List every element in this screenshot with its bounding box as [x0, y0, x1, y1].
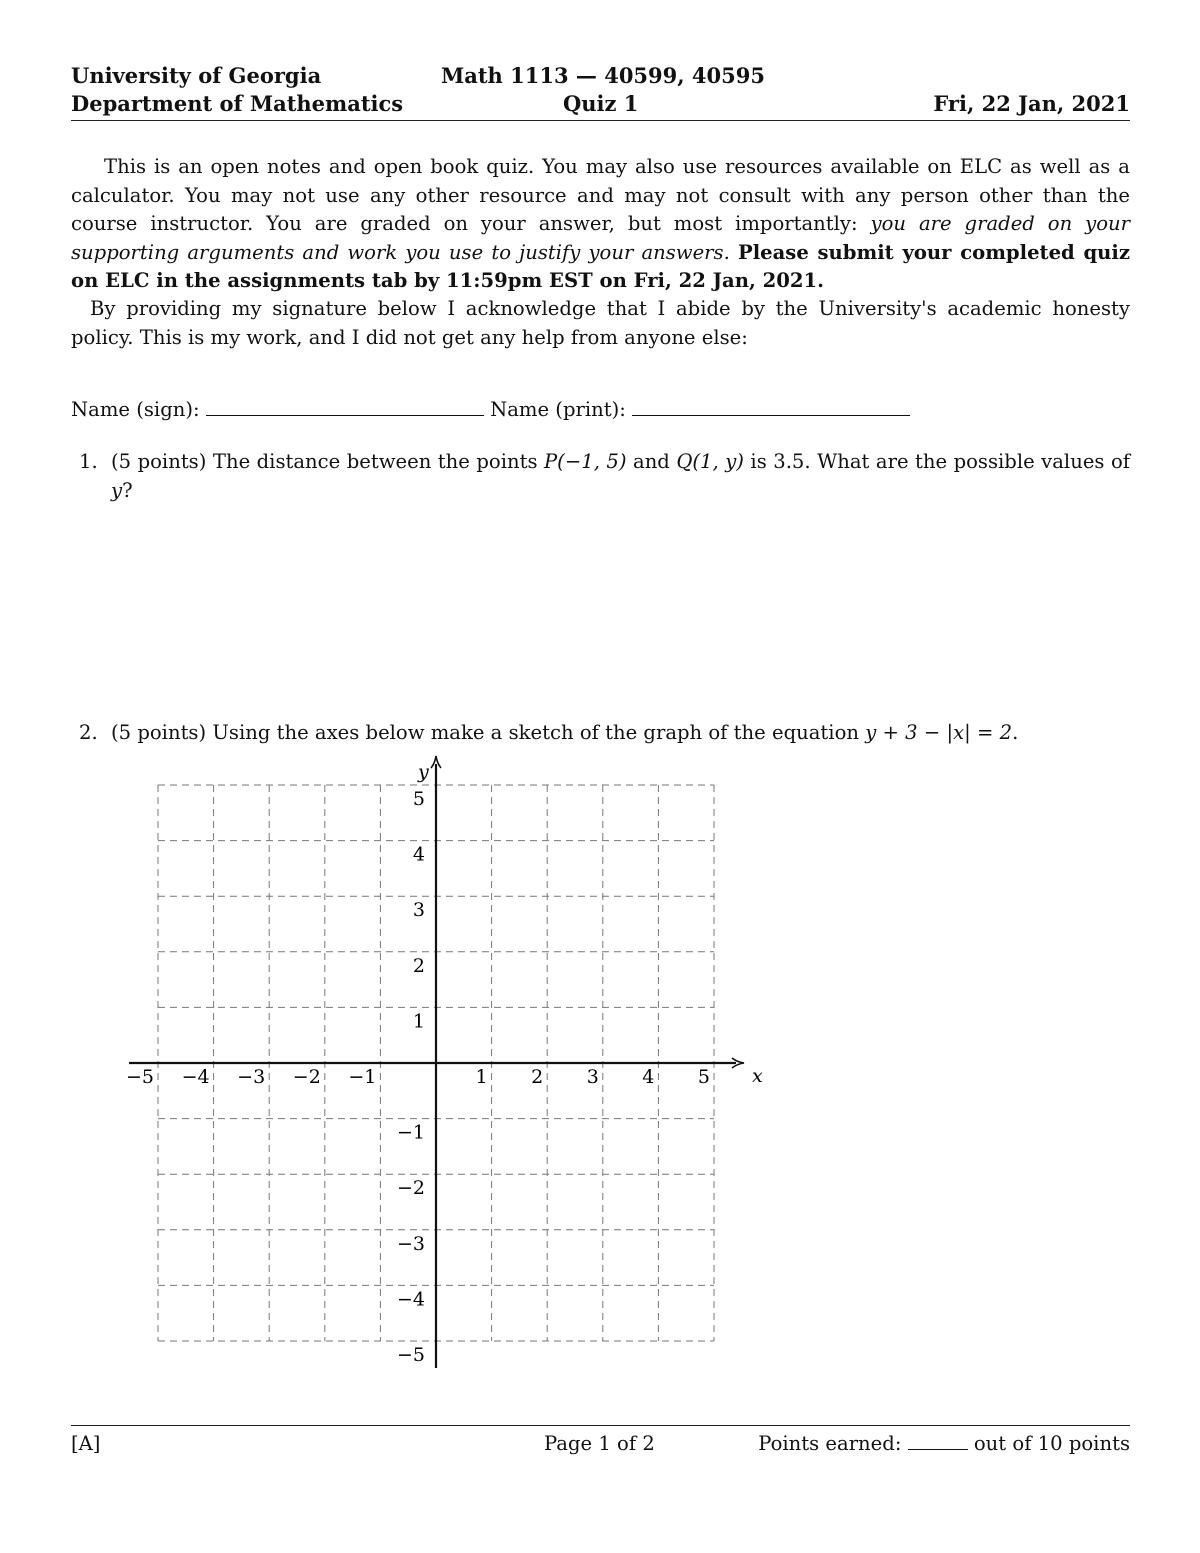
y-tick-label: 3 [412, 899, 425, 922]
y-tick-labels [397, 788, 425, 1366]
submission-notice: Please submit your completed quiz on ELC in the assignments tab by 11:59pm EST on Fri, 22 Jan, 2021. [71, 240, 1130, 292]
x-tick-labels [126, 1066, 710, 1088]
y-axis-label: y [418, 761, 429, 783]
x-tick-label: 5 [697, 1066, 710, 1088]
y-tick-label: −2 [396, 1177, 425, 1200]
x-tick-label: −4 [181, 1066, 210, 1088]
question-points: (5 points) [111, 721, 207, 744]
x-tick-label: −1 [348, 1066, 377, 1088]
name-print-label: Name (print): [490, 398, 626, 421]
x-tick-label: 1 [475, 1066, 488, 1088]
question-number: 1. [79, 450, 98, 473]
y-tick-label: 1 [412, 1010, 425, 1033]
equation: y + 3 − |x| = 2 [865, 721, 1013, 744]
question-points: (5 points) [111, 450, 207, 473]
honesty-text: By providing my signature below I acknowledge that I abide by the University's academic honesty policy. This is my work, and I did not get any help from anyone else: [71, 297, 1130, 349]
grid-lines [158, 785, 714, 1341]
university-name: University of Georgia [71, 63, 322, 88]
name-sign-label: Name (sign): [71, 398, 200, 421]
question-text: . [1012, 721, 1019, 744]
name-fields [71, 398, 910, 421]
course-title: Math 1113 — 40599, 40595 [441, 63, 765, 88]
y-tick-label: −5 [396, 1344, 425, 1366]
x-tick-label: 3 [586, 1066, 599, 1088]
x-axis-label: x [752, 1065, 763, 1087]
y-tick-label: −1 [396, 1121, 425, 1144]
honesty-paragraph [71, 295, 1130, 352]
y-tick-label: −4 [396, 1288, 425, 1311]
x-tick-label: 2 [531, 1066, 544, 1088]
question-text: ? [122, 478, 133, 502]
y-tick-label: 5 [412, 788, 425, 810]
points-earned-label: Points earned: [758, 1432, 902, 1455]
y-tick-label: −3 [396, 1232, 425, 1255]
question-text: Using the axes below make a sketch of the graph of the equation [212, 721, 866, 744]
page-number: Page 1 of 2 [544, 1432, 655, 1455]
instructions-paragraph [71, 153, 1130, 296]
question-2 [71, 719, 1130, 748]
variable-y: y [111, 478, 123, 502]
x-tick-label: 4 [642, 1066, 655, 1088]
header-rule [71, 120, 1130, 121]
points-out-of: out of 10 points [973, 1432, 1130, 1455]
quiz-date: Fri, 22 Jan, 2021 [933, 91, 1130, 116]
question-text: The distance between the points [212, 450, 544, 473]
question-1 [71, 448, 1130, 505]
name-print-line[interactable] [632, 401, 910, 416]
x-axis-arrow-icon [732, 1058, 744, 1068]
y-tick-label: 4 [412, 843, 425, 866]
points-earned-blank[interactable] [908, 1435, 968, 1450]
footer-rule [71, 1425, 1130, 1426]
y-axis-arrow-icon [431, 756, 441, 768]
x-tick-label: −3 [237, 1066, 266, 1088]
x-tick-label: −2 [292, 1066, 321, 1088]
instructions-text: This is an open notes and open book quiz. You may also use resources available on ELC as well as a calculator. You may not use any other resource and may not consult with any person other than the course instructor. You are graded on your answer, but most importantly: [71, 155, 1130, 235]
question-text: and [626, 450, 677, 473]
quiz-title: Quiz 1 [563, 91, 639, 116]
point-p: P(−1, 5) [544, 450, 627, 473]
name-sign-line[interactable] [206, 401, 484, 416]
version-label: [A] [71, 1432, 101, 1455]
question-text: is 3.5. What are the possible values of [743, 450, 1130, 473]
x-tick-label: −5 [125, 1066, 154, 1088]
point-q: Q(1, y) [676, 450, 744, 473]
department-name: Department of Mathematics [71, 91, 404, 116]
instructions-emphasis: you are graded on your supporting arguments and work you use to justify your answers. [71, 212, 1130, 264]
points-earned [758, 1432, 1130, 1455]
y-tick-label: 2 [412, 954, 425, 977]
question-number: 2. [79, 721, 98, 744]
